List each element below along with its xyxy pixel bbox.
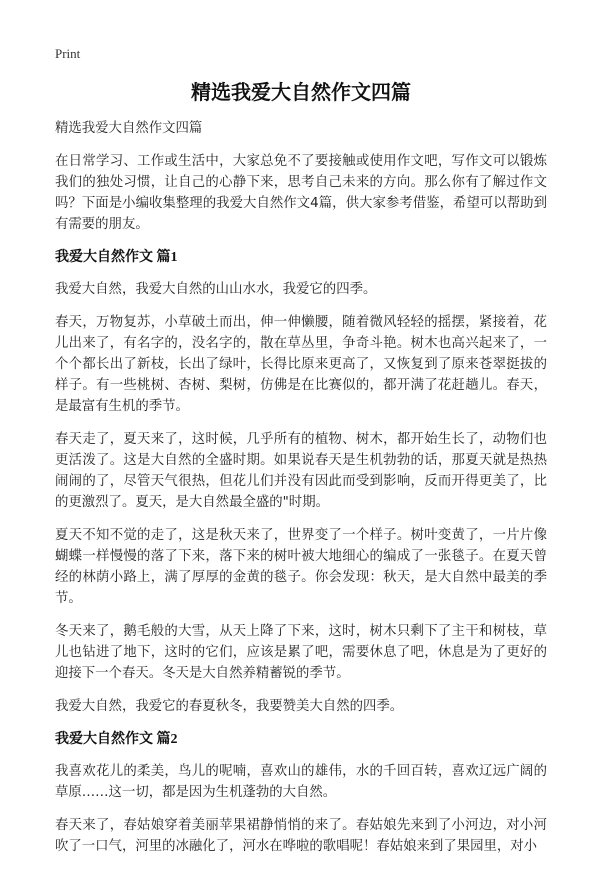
paragraph: 我喜欢花儿的柔美，鸟儿的呢喃，喜欢山的雄伟，水的千回百转，喜欢辽远广阔的草原……这一切，都是因为生机蓬勃的大自然。 xyxy=(55,764,547,800)
paragraph: 夏天不知不觉的走了，这是秋天来了，世界变了一个样子。树叶变黄了，一片片像蝴蝶一样慢慢的落了下来，落下来的树叶被大地细心的编成了一张毯子。在夏天曾经的林荫小路上，满了厚厚的金黄的毯子。你会发现：秋天，是大自然中最美的季节。 xyxy=(55,528,547,606)
document-subtitle: 精选我爱大自然作文四篇 xyxy=(55,121,203,136)
paragraph: 我爱大自然，我爱大自然的山山水水，我爱它的四季。 xyxy=(55,282,377,297)
essay-heading: 我爱大自然作文 篇2 xyxy=(55,732,178,747)
intro-paragraph: 在日常学习、工作或生活中，大家总免不了要接触或使用作文吧，写作文可以锻炼我们的独处习惯，让自己的心静下来，思考自己未来的方向。那么你有了解过作文吗？下面是小编收集整理的我爱大自然作文4篇，供大家参考借鉴，希望可以帮助到有需要的朋友。 xyxy=(55,154,547,232)
paragraph: 春天，万物复苏，小草破土而出，伸一伸懒腰，随着微风轻轻的摇摆，紧接着，花儿出来了，有名字的，没名字的，散在草丛里，争奇斗艳。树木也高兴起来了，一个个都长出了新枝，长出了绿叶，长得比原来更高了，又恢复到了原来苍翠挺拔的样子。有一些桃树、杏树、梨树，仿佛是在比赛似的，都开满了花赶趟儿。春天，是最富有生机的季节。 xyxy=(55,315,547,414)
document-page xyxy=(55,78,547,869)
paragraph: 我爱大自然，我爱它的春夏秋冬，我要赞美大自然的四季。 xyxy=(55,699,404,714)
print-link[interactable]: Print xyxy=(55,46,81,61)
paragraph: 春天来了，春姑娘穿着美丽苹果裙静悄悄的来了。春姑娘先来到了小河边，对小河吹了一口气，河里的冰融化了，河水在哗啦的歌唱呢！春姑娘来到了果园里，对小 xyxy=(55,818,547,854)
document-title: 精选我爱大自然作文四篇 xyxy=(191,80,411,104)
essay-heading: 我爱大自然作文 篇1 xyxy=(55,250,178,265)
paragraph: 冬天来了，鹅毛般的大雪，从天上降了下来，这时，树木只剩下了主干和树枝，草儿也钻进了地下，这时的它们，应该是累了吧，需要休息了吧，休息是为了更好的迎接下一个春天。冬天是大自然养精蓄锐的季节。 xyxy=(55,624,547,681)
paragraph: 春天走了，夏天来了，这时候，几乎所有的植物、树木，都开始生长了，动物们也更活泼了。这是大自然的全盛时期。如果说春天是生机勃勃的话，那夏天就是热热闹闹的了，尽管天气很热，但花儿们并没有因此而受到影响，反而开得更美了，比的更激烈了。夏天，是大自然最全盛的"时期。 xyxy=(55,432,547,510)
